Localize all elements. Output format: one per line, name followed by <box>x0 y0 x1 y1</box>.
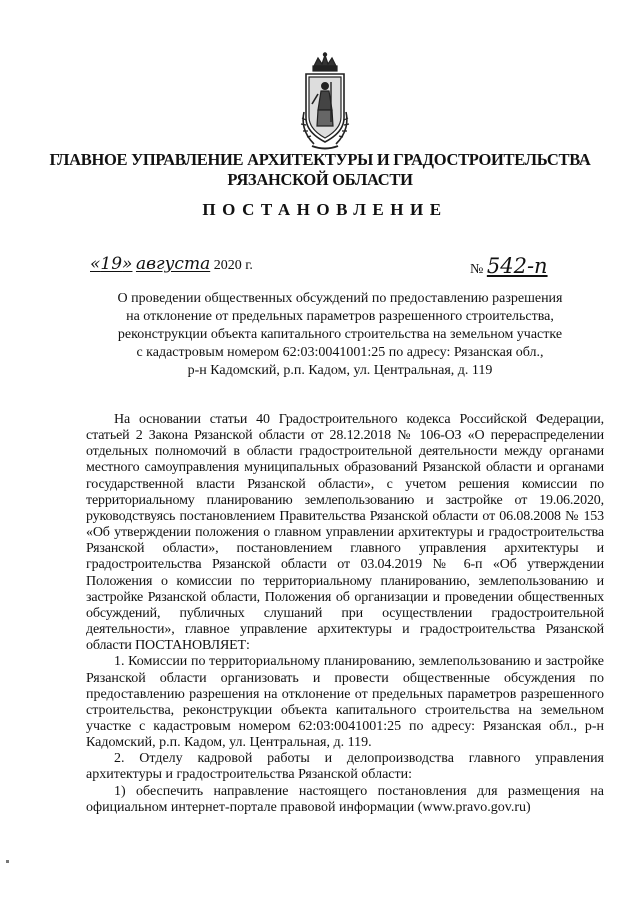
number-value: 542-п <box>486 254 548 278</box>
resolution-item-2: 2. Отделу кадровой работы и делопроизводства главного управления архитектуры и градостроительства Рязанской области: <box>86 751 604 783</box>
document-number <box>470 254 548 278</box>
organization-name-line1: ГЛАВНОЕ УПРАВЛЕНИЕ АРХИТЕКТУРЫ И ГРАДОСТРОИТЕЛЬСТВА <box>49 150 591 169</box>
document-type-title: ПОСТАНОВЛЕНИЕ <box>202 200 448 219</box>
resolution-item-1: 1. Комиссии по территориальному планированию, землепользованию и застройке Рязанской области организовать и провести общественные обсуждения по предоставлению разрешения на отклонение от предельных параметров разрешенного строительства, реконструкции объекта капитального строительства на земельном участке с кадастровым номером 62:03:0041001:25 по адресу: Рязанская обл., р-н Кадомский, р.п. Кадом, ул. Центральная, д. 119. <box>86 654 604 751</box>
preamble-paragraph: На основании статьи 40 Градостроительного кодекса Российской Федерации, статьей 2 Закона Рязанской области от 28.12.2018 № 106-ОЗ «О перераспределении отдельных полномочий в области градостроительной деятельности между органами местного самоуправления муниципальных образований Рязанской области и органами государственной власти Рязанской области», с учетом решения комиссии по территориальному планированию землепользованию и застройке от 19.06.2020, руководствуясь постановлением Правительства Рязанской области от 06.08.2008 № 153 «Об утверждении положения о главном управлении архитектуры и градостроительства Рязанской области», постановлением главного управления архитектуры и градостроительства Рязанской области от 03.04.2019 № 6-п «Об утверждении Положения о комиссии по территориальному планированию, землепользованию и застройке Рязанской области, Положения об организации и проведении общественных обсуждений, публичных слушаний при осуществлении градостроительной деятельности», главное управление архитектуры и градостроительства Рязанской области ПОСТАНОВЛЯЕТ: <box>86 412 604 654</box>
date-month: августа <box>135 254 211 274</box>
document-body <box>86 412 604 816</box>
document-subject <box>80 290 600 380</box>
subject-line: р-н Кадомский, р.п. Кадом, ул. Центральная, д. 119 <box>187 363 493 378</box>
subject-line: на отклонение от предельных параметров разрешенного строительства, <box>126 309 554 324</box>
subject-line: реконструкции объекта капитального строительства на земельном участке <box>117 327 563 342</box>
date-open-quote: « <box>90 254 101 274</box>
organization-name-line2: РЯЗАНСКОЙ ОБЛАСТИ <box>227 170 413 189</box>
scan-mark <box>6 860 9 863</box>
date-close-quote: » <box>122 254 133 274</box>
coat-of-arms-emblem <box>296 52 354 152</box>
subject-line: О проведении общественных обсуждений по предоставлению разрешения <box>117 291 563 306</box>
document-date <box>90 254 253 274</box>
number-prefix: № <box>470 262 484 277</box>
subject-line: с кадастровым номером 62:03:0041001:25 по адресу: Рязанская обл., <box>136 345 544 360</box>
date-year: 2020 г. <box>213 258 253 273</box>
resolution-item-2-1: 1) обеспечить направление настоящего постановления для размещения на официальном интернет-портале правовой информации (www.pravo.gov.ru) <box>86 783 604 815</box>
date-day: 19 <box>100 254 123 274</box>
